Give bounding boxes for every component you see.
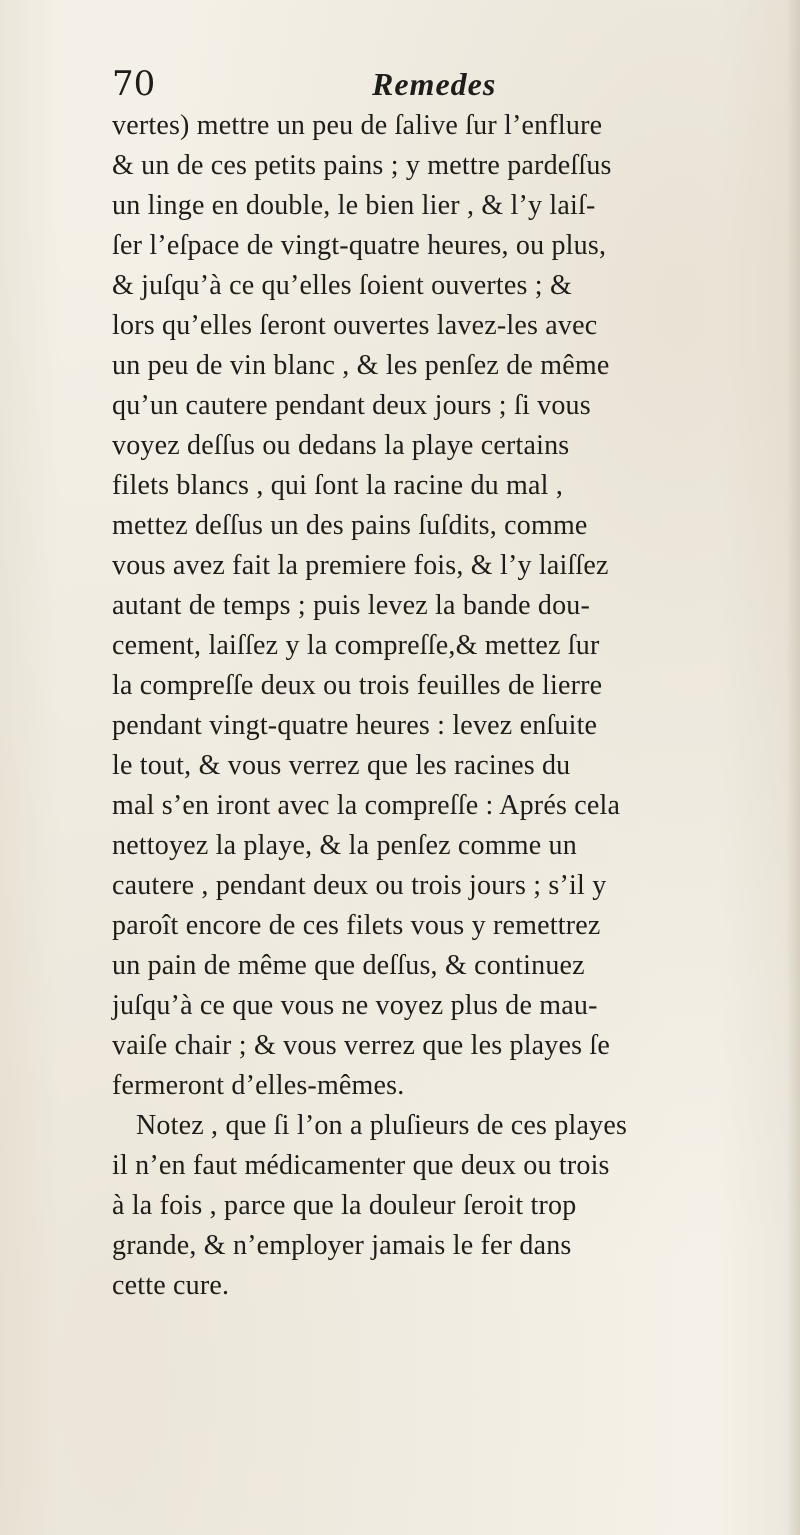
body-text <box>112 106 712 1306</box>
text-line: juſqu’à ce que vous ne voyez plus de mau- <box>112 990 598 1021</box>
text-line: mettez deſſus un des pains ſuſdits, comme <box>112 510 588 541</box>
text-line: lors qu’elles ſeront ouvertes lavez-les avec <box>112 310 598 341</box>
text-line: un linge en double, le bien lier , & l’y laiſ- <box>112 190 596 221</box>
text-line: cement, laiſſez y la compreſſe,& mettez ſur <box>112 630 600 661</box>
text-line: à la fois , parce que la douleur ſeroit trop <box>112 1190 577 1221</box>
text-line: un pain de même que deſſus, & continuez <box>112 950 585 981</box>
text-line: la compreſſe deux ou trois feuilles de lierre <box>112 670 603 701</box>
text-line: paroît encore de ces filets vous y remettrez <box>112 910 601 941</box>
text-line: & un de ces petits pains ; y mettre pardeſſus <box>112 150 612 181</box>
text-line: ſer l’eſpace de vingt-quatre heures, ou plus, <box>112 230 607 261</box>
running-head: Remedes <box>372 66 497 102</box>
text-line: vaiſe chair ; & vous verrez que les playes ſe <box>112 1030 611 1061</box>
text-line: filets blancs , qui ſont la racine du mal , <box>112 470 564 501</box>
text-line: mal s’en iront avec la compreſſe : Aprés cela <box>112 790 621 821</box>
text-line: cette cure. <box>112 1270 230 1301</box>
text-line: vertes) mettre un peu de ſalive ſur l’enflure <box>112 110 603 141</box>
text-line: vous avez fait la premiere fois, & l’y laiſſez <box>112 550 609 581</box>
page-header <box>112 64 692 108</box>
text-line: qu’un cautere pendant deux jours ; ſi vous <box>112 390 591 421</box>
text-line: il n’en faut médicamenter que deux ou trois <box>112 1150 610 1181</box>
page-number: 70 <box>112 64 156 104</box>
text-line: nettoyez la playe, & la penſez comme un <box>112 830 577 861</box>
text-line: voyez deſſus ou dedans la playe certains <box>112 430 570 461</box>
text-line: grande, & n’employer jamais le fer dans <box>112 1230 572 1261</box>
text-line: cautere , pendant deux ou trois jours ; s’il y <box>112 870 607 901</box>
text-line: pendant vingt-quatre heures : levez enſuite <box>112 710 598 741</box>
text-line: le tout, & vous verrez que les racines du <box>112 750 571 781</box>
paragraph-start-line: Notez , que ſi l’on a pluſieurs de ces playes <box>136 1110 628 1141</box>
page-edge-shadow <box>786 0 800 1535</box>
text-line: & juſqu’à ce qu’elles ſoient ouvertes ; & <box>112 270 572 301</box>
text-line: autant de temps ; puis levez la bande dou- <box>112 590 591 621</box>
text-line: un peu de vin blanc , & les penſez de même <box>112 350 610 381</box>
text-line: fermeront d’elles-mêmes. <box>112 1070 405 1101</box>
